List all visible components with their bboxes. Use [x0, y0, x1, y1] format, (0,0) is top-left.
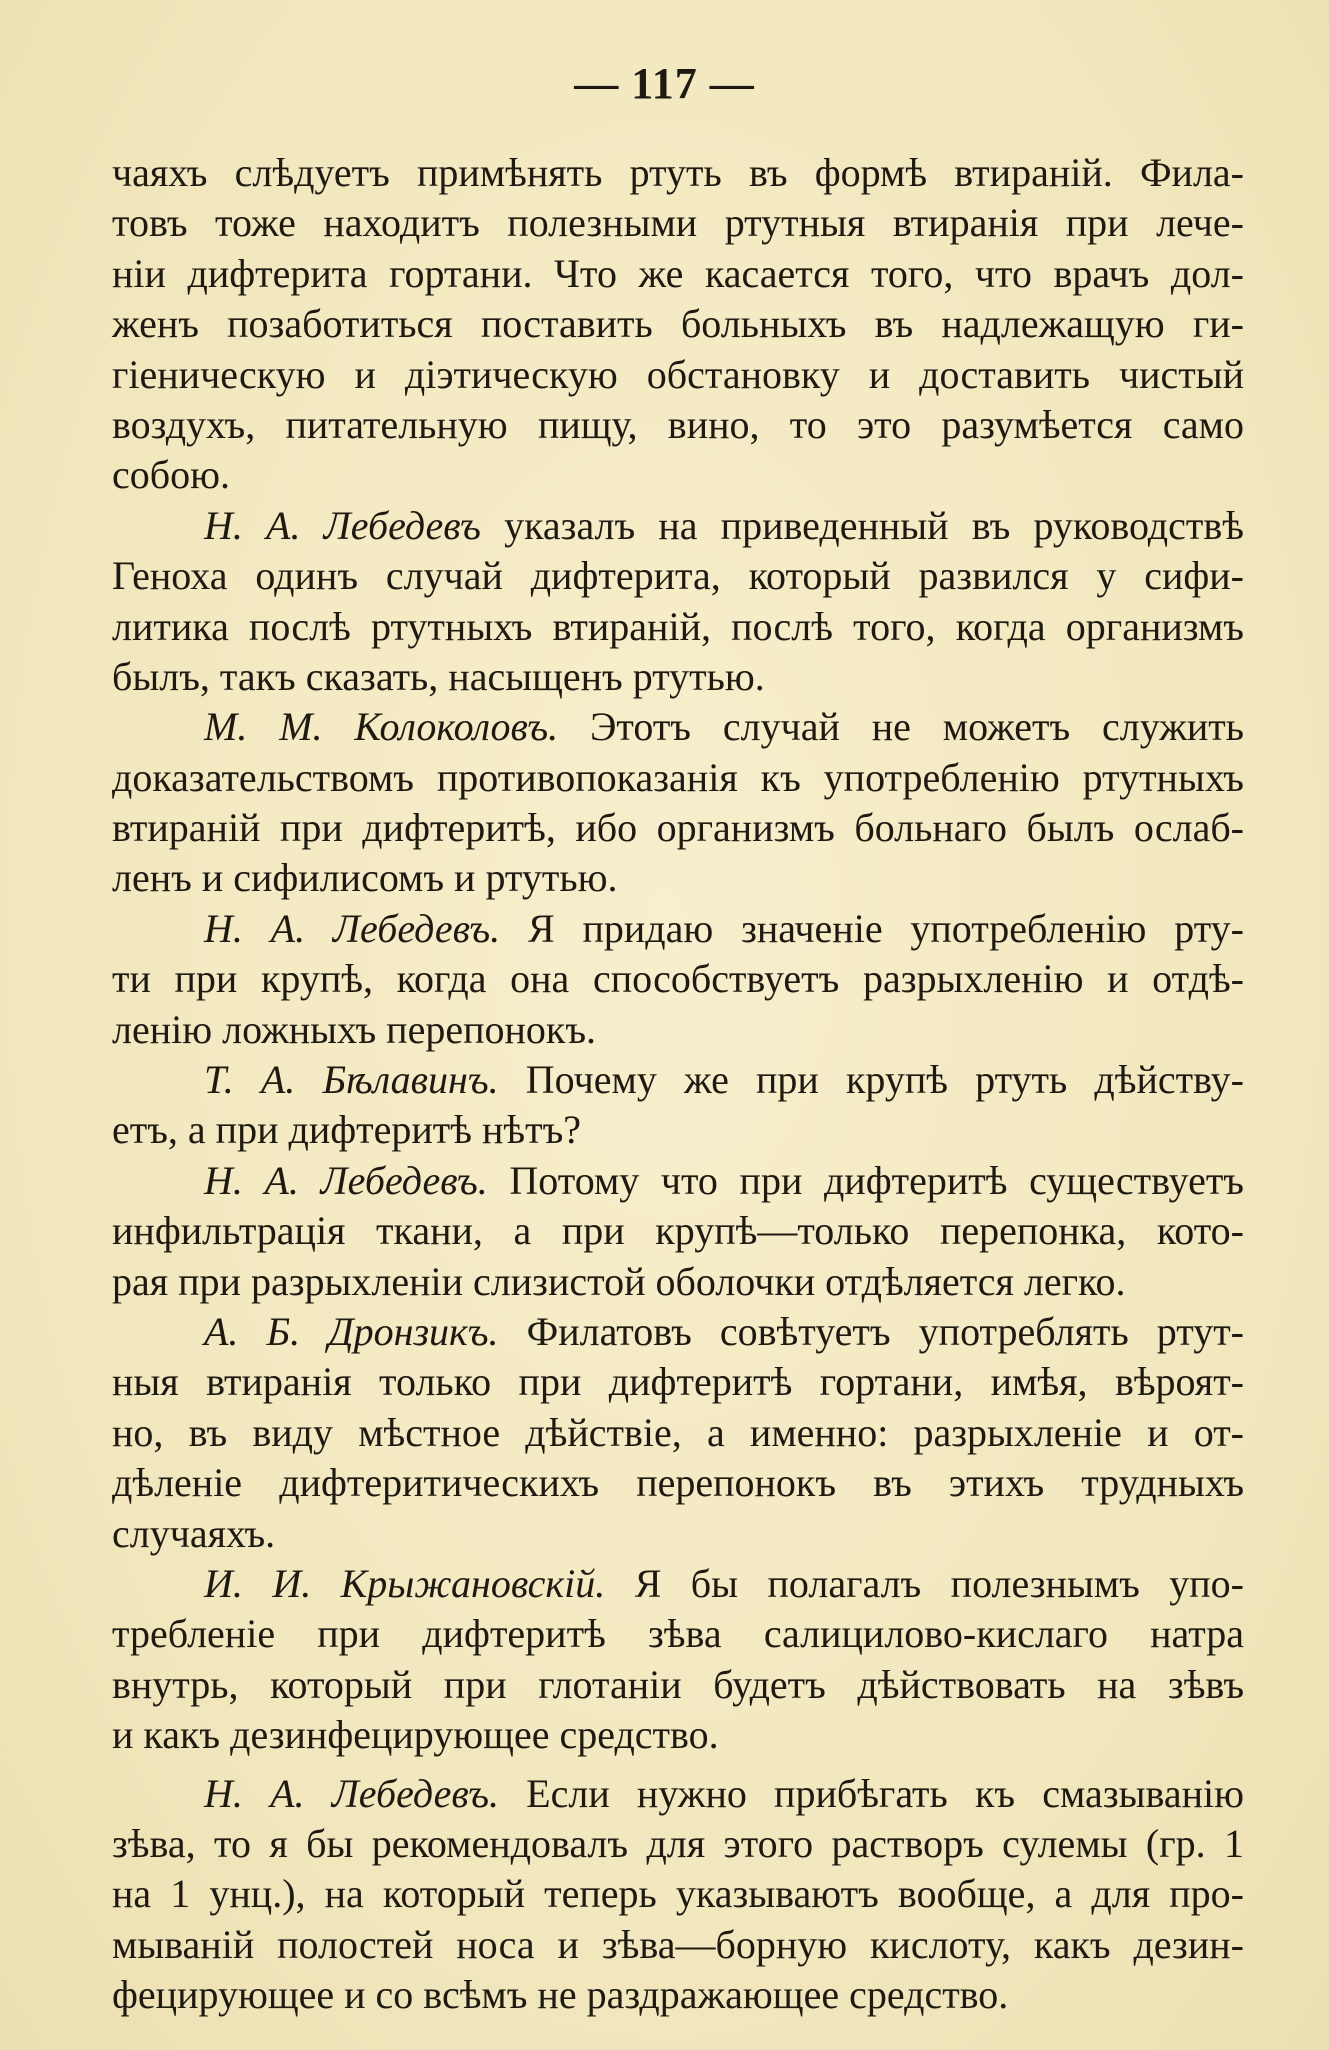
text-line: зѣва, то я бы рекомендовалъ для этого растворъ сулемы (гр. 1: [112, 1820, 1244, 1866]
text-line: рая при разрыхленіи слизистой оболочки отдѣляется легко.: [112, 1258, 1126, 1304]
paragraph: [112, 1156, 1244, 1307]
text-line: гіеническую и діэтическую обстановку и доставить чистый: [112, 351, 1244, 397]
paragraph: [112, 1055, 1244, 1156]
text-line: дѣленіе дифтеритическихъ перепонокъ въ этихъ трудныхъ: [112, 1460, 1244, 1506]
paragraph: [112, 702, 1244, 904]
text-line: [112, 1156, 1244, 1206]
text-run: Потому что при дифтеритѣ существуетъ: [487, 1157, 1244, 1203]
text-line: [112, 904, 1244, 954]
paragraph-gap: [112, 1761, 1244, 1769]
text-line: [112, 1769, 1244, 1819]
text-line: внутрь, который при глотаніи будетъ дѣйствовать на зѣвъ: [112, 1661, 1244, 1707]
text-line: втираній при дифтеритѣ, ибо организмъ больнаго былъ ослаб-: [112, 805, 1244, 851]
paragraph: [112, 148, 1244, 501]
text-line: доказательствомъ противопоказанія къ употребленію ртутныхъ: [112, 754, 1244, 800]
text-line: и какъ дезинфецирующее средство.: [112, 1712, 719, 1758]
speaker-name: И. И. Крыжановскій.: [204, 1560, 606, 1606]
paragraph: [112, 1307, 1244, 1559]
text-line: [112, 501, 1244, 551]
text-line: воздухъ, питательную пищу, вино, то это разумѣется само: [112, 401, 1244, 447]
text-run: Я бы полагалъ полезнымъ упо-: [605, 1560, 1244, 1606]
text-line: етъ, а при дифтеритѣ нѣтъ?: [112, 1107, 582, 1153]
text-line: [112, 1559, 1244, 1609]
text-line: литика послѣ ртутныхъ втираній, послѣ того, когда организмъ: [112, 603, 1244, 649]
speaker-name: Н. А. Лебедевъ: [204, 502, 481, 548]
speaker-name: Н. А. Лебедевъ.: [204, 1770, 499, 1816]
text-line: инфильтрація ткани, а при крупѣ—только перепонка, кото-: [112, 1208, 1244, 1254]
text-line: ленъ и сифилисомъ и ртутью.: [112, 855, 618, 901]
text-line: чаяхъ слѣдуетъ примѣнять ртуть въ формѣ втираній. Фила-: [112, 150, 1244, 195]
text-run: указалъ на приведенный въ руководствѣ: [480, 502, 1244, 548]
speaker-name: Н. А. Лебедевъ.: [204, 1157, 488, 1203]
paragraph: [112, 1559, 1244, 1761]
text-run: Филатовъ совѣтуетъ употреблять ртут-: [498, 1308, 1245, 1354]
text-line: былъ, такъ сказать, насыщенъ ртутью.: [112, 653, 765, 699]
text-line: фецирующее и со всѣмъ не раздражающее средство.: [112, 1972, 1009, 2018]
speaker-name: Н. А. Лебедевъ.: [204, 905, 501, 951]
paragraph: [112, 501, 1244, 703]
paragraph: [112, 904, 1244, 1055]
text-line: на 1 унц.), на который теперь указываютъ вообще, а для про-: [112, 1871, 1244, 1917]
text-run: Я придаю значеніе употребленію рту-: [500, 905, 1244, 951]
text-line: ленію ложныхъ перепонокъ.: [112, 1006, 597, 1052]
text-line: [112, 702, 1244, 752]
speaker-name: А. Б. Дронзикъ.: [204, 1308, 499, 1354]
speaker-name: М. М. Колоколовъ.: [204, 704, 559, 750]
text-line: товъ тоже находитъ полезными ртутныя втиранія при лече-: [112, 200, 1244, 246]
text-run: Если нужно прибѣгать къ смазыванію: [498, 1770, 1245, 1816]
text-line: ти при крупѣ, когда она способствуетъ разрыхленію и отдѣ-: [112, 956, 1244, 1002]
text-line: требленіе при дифтеритѣ зѣва салицилово-кислаго натра: [112, 1611, 1244, 1657]
paragraph: [112, 1769, 1244, 2021]
text-line: мываній полостей носа и зѣва—борную кислоту, какъ дезин-: [112, 1921, 1244, 1967]
text-line: ніи дифтерита гортани. Что же касается того, что врачъ дол-: [112, 250, 1244, 296]
speaker-name: Т. А. Бѣлавинъ.: [204, 1057, 499, 1103]
text-line: [112, 1055, 1244, 1105]
text-line: ныя втиранія только при дифтеритѣ гортани, имѣя, вѣроят-: [112, 1359, 1244, 1405]
page-number: — 117 —: [574, 59, 755, 108]
text-line: случаяхъ.: [112, 1510, 276, 1556]
text-line: [112, 1307, 1244, 1357]
text-line: женъ позаботиться поставить больныхъ въ надлежащую ги-: [112, 301, 1244, 347]
text-run: Почему же при крупѣ ртуть дѣйству-: [498, 1057, 1244, 1103]
text-line: но, въ виду мѣстное дѣйствіе, а именно: разрыхленіе и от-: [112, 1409, 1244, 1455]
text-line: собою.: [112, 452, 230, 498]
body-text: [112, 148, 1244, 2020]
text-run: Этотъ случай не можетъ служить: [558, 704, 1244, 750]
text-line: Геноха одинъ случай дифтерита, который развился у сифи-: [112, 553, 1244, 599]
